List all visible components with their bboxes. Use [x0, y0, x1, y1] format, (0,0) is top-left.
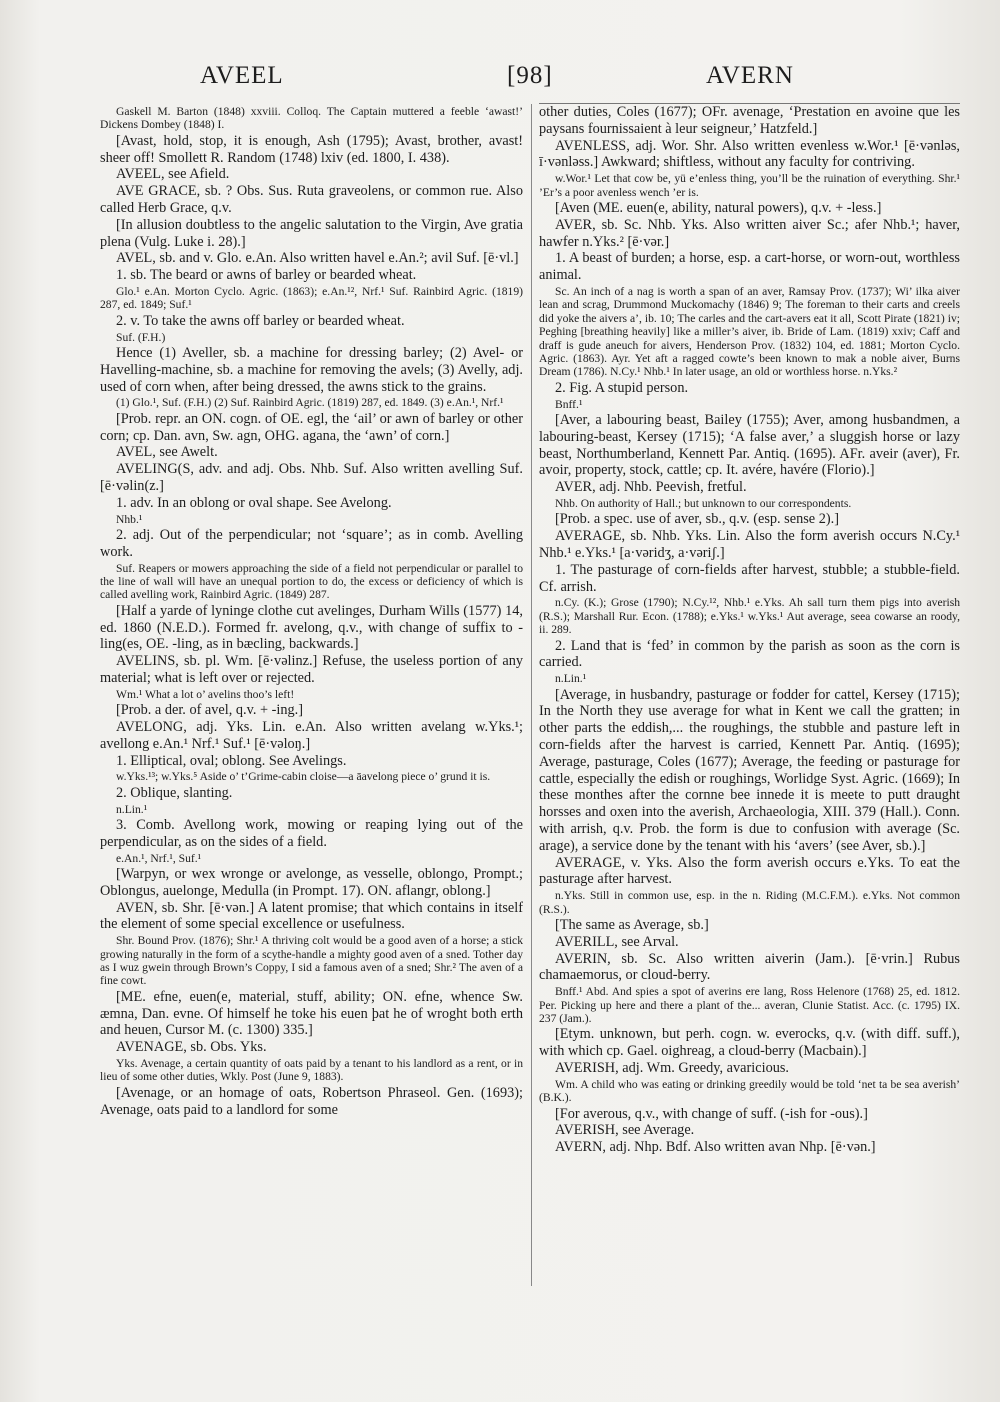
entry-paragraph: 2. adj. Out of the perpendicular; not ‘square’; as in comb. Avelling work.	[100, 526, 523, 560]
page-number: [98]	[507, 62, 553, 89]
citation-text: n.Lin.¹	[116, 802, 148, 816]
citation-text: (1) Glo.¹, Suf. (F.H.) (2) Suf. Rainbird Agric. (1819) 287, ed. 1849. (3) e.An.¹, Nrf.¹	[116, 396, 504, 410]
citation-text: Nhb. On authority of Hall.; but unknown to our correspondents.	[555, 497, 852, 511]
entry-paragraph: AVERN, adj. Nhp. Bdf. Also written avan Nhp. [ē·vən.]	[555, 1139, 876, 1156]
entry-paragraph: AVERISH, see Average.	[555, 1122, 695, 1139]
citation-text: Bnff.¹	[555, 397, 583, 411]
entry-paragraph: AVEL, sb. and v. Glo. e.An. Also written havel e.An.²; avil Suf. [ē·vl.]	[116, 250, 519, 267]
citation-text: Suf. (F.H.)	[116, 330, 166, 344]
column-divider	[531, 104, 532, 1286]
entry-paragraph: 2. Land that is ‘fed’ in common by the parish as soon as the corn is carried.	[539, 637, 960, 671]
citation-text: n.Lin.¹	[555, 672, 587, 686]
entry-paragraph: AVENLESS, adj. Wor. Shr. Also written evenless w.Wor.¹ [ē·vənləs, ī·vənləss.] Awkward; shiftless, without any faculty for contriving.	[539, 137, 960, 171]
entry-paragraph: [Etym. unknown, but perh. cogn. w. everocks, q.v. (with diff. suff.), with which cp. Gael. oighreag, a cloud-berry (Macbain).]	[539, 1026, 960, 1060]
entry-paragraph: AVE GRACE, sb. ? Obs. Sus. Ruta graveolens, or common rue. Also called Herb Grace, q.v.	[100, 183, 523, 216]
entry-paragraph: 1. The pasturage of corn-fields after harvest, stubble; a stubble-field. Cf. arrish.	[539, 561, 960, 595]
citation-text: Wm. A child who was eating or drinking greedily would be told ‘net ta be sea averish’ (B.K.).	[539, 1077, 960, 1105]
citation-text: Sc. An inch of a nag is worth a span of an aver, Ramsay Prov. (1737); Wi’ ilka aiver lean and scrag, Drummond Muckomachy (1846) 9; The foreman to their carts and creels did yoke the aivers a’, ib. 10; The carles and the cart-avers eat it all, Scott Pirate (1821) iv; Peghing [breathing heavily] like a miller’s aiver, ib. Bride of Lam. (1819) xxiv; Caff and draff is gude aneuch for aivers, Henderson Prov. (1832) 104, ed. 1881; Morton Cyclo. Agric. (1863). Ayr. Yet aft a ragged cowte’s been known to mak a noble aiver, Burns Dream (1786). N.Cy.¹ Nhb.¹ In later usage, an old or worthless horse. n.Yks.²	[539, 284, 960, 379]
entry-paragraph: AVEL, see Awelt.	[116, 444, 218, 461]
entry-paragraph: AVELINS, sb. pl. Wm. [ē·vəlinz.] Refuse, the useless portion of any material; what is left over or rejected.	[100, 653, 523, 686]
entry-paragraph: AVERIN, sb. Sc. Also written aiverin (Jam.). [ē·vrin.] Rubus chamaemorus, or cloud-berry.	[539, 950, 960, 984]
entry-paragraph: [Warpyn, or wex wronge or avelonge, as vesselle, oblongo, Prompt.; Oblongus, auelonge, Medulla (in Prompt. 17). ON. aflangr, oblong.]	[100, 865, 523, 899]
entry-paragraph: AVEN, sb. Shr. [ē·vən.] A latent promise; that which contains in itself the element of some special excellence or usefulness.	[100, 899, 523, 933]
entry-paragraph: AVELING(S, adv. and adj. Obs. Nhb. Suf. Also written avelling Suf. [ē·vəlin(z.]	[100, 461, 523, 494]
right-column	[539, 104, 960, 1300]
entry-paragraph: AVERISH, adj. Wm. Greedy, avaricious.	[555, 1060, 789, 1076]
entry-paragraph: 1. Elliptical, oval; oblong. See Avelings.	[116, 752, 347, 769]
entry-paragraph: [Avenage, or an homage of oats, Robertson Phraseol. Gen. (1693); Avenage, oats paid to a landlord for some	[100, 1084, 523, 1118]
citation-text: Yks. Avenage, a certain quantity of oats paid by a tenant to his landlord as a rent, or in lieu of some other duties, Wkly. Post (June 9, 1883).	[100, 1056, 523, 1084]
entry-paragraph: [In allusion doubtless to the angelic salutation to the Virgin, Ave gratia plena (Vulg. Luke i. 28).]	[100, 216, 523, 250]
entry-paragraph: [Avast, hold, stop, it is enough, Ash (1795); Avast, brother, avast! sheer off! Smollett R. Random (1748) lxiv (ed. 1800, I. 438).	[100, 132, 523, 166]
citation-text: e.An.¹, Nrf.¹, Suf.¹	[116, 851, 202, 865]
entry-paragraph: [Aven (ME. euen(e, ability, natural powers), q.v. + -less.]	[555, 200, 882, 216]
entry-paragraph: [Prob. repr. an ON. cogn. of OE. egl, the ‘ail’ or awn of barley or other corn; cp. Dan. avn, Sw. agn, OHG. agana, the ‘awn’ of corn.]	[100, 410, 523, 444]
citation-text: w.Yks.¹³; w.Yks.⁵ Aside o’ t’Grime-cabin cloise—a āavelong piece o’ grund it is.	[116, 770, 491, 784]
entry-paragraph: AVEEL, see Afield.	[116, 166, 230, 183]
entry-paragraph: 1. sb. The beard or awns of barley or bearded wheat.	[116, 267, 417, 284]
entry-paragraph: [Aver, a labouring beast, Bailey (1755); Aver, among husbandmen, a labouring-beast, Kersey (1715); ‘A false aver,’ a sluggish horse or lazy beast, Northumberland, Kennett Par. Antiq. (1695). AFr. aveir (aver), Fr. avoir, property, stock, cattle; cp. It. avére, havére (Florio).]	[539, 412, 960, 479]
citation-text: Bnff.¹ Abd. And spies a spot of averins ere lang, Ross Helenore (1768) 25, ed. 1812. Per. Picking up here and there a plant of the... averan, Clunie Statist. Acc. (c. 1795) IX. 237 (Jam.).	[539, 985, 960, 1025]
entry-paragraph: AVER, sb. Sc. Nhb. Yks. Also written aiver Sc.; afer Nhb.¹; haver, hawfer n.Yks.² [ē·vər.]	[539, 216, 960, 250]
entry-paragraph: [Prob. a spec. use of aver, sb., q.v. (esp. sense 2).]	[555, 511, 839, 528]
entry-paragraph: 1. A beast of burden; a horse, esp. a cart-horse, or worn-out, worthless animal.	[539, 250, 960, 284]
citation-text: Glo.¹ e.An. Morton Cyclo. Agric. (1863); e.An.¹², Nrf.¹ Suf. Rainbird Agric. (1819) 287, ed. 1849; Suf.¹	[100, 284, 523, 312]
citation-text: n.Yks. Still in common use, esp. in the n. Riding (M.C.F.M.). e.Yks. Not common (R.S.).	[539, 889, 960, 916]
entry-paragraph: AVERILL, see Arval.	[555, 933, 679, 950]
citation-text: Gaskell M. Barton (1848) xxviii. Colloq. The Captain muttered a feeble ‘awast!’ Dickens Dombey (1848) I.	[100, 105, 523, 132]
left-guide-word: AVEEL	[200, 62, 284, 89]
citation-text: w.Wor.¹ Let that cow be, yü e’enless thing, you’ll be the ruination of everything. Shr.¹ ’Er’s a poor avenless wench ’er is.	[539, 172, 960, 199]
entry-paragraph: AVENAGE, sb. Obs. Yks.	[116, 1039, 267, 1056]
right-guide-word: AVERN	[706, 62, 794, 89]
citation-text: Shr. Bound Prov. (1876); Shr.¹ A thriving colt would be a good aven of a horse; a stick growing naturally in the form of a scythe-handle a mighty good aven of a sned. Tother day as I wuz gwein through Brown’s Coppy, I sid a famous aven of a sned; Shr.² The aven of a fine cowt.	[100, 934, 523, 988]
citation-text: n.Cy. (K.); Grose (1790); N.Cy.¹², Nhb.¹ e.Yks. Ah sall turn them pigs into averish (R.S.); Marshall Rur. Econ. (1788); e.Yks.¹ w.Yks.¹ Aut average, seea cowarse an roody, ii. 289.	[539, 596, 960, 637]
entry-paragraph: Hence (1) Aveller, sb. a machine for dressing barley; (2) Avel- or Havelling-machine, sb. a machine for removing the avels; (3) Avelly, adj. used of corn when, after being dressed, the awns stick to the grains.	[100, 345, 523, 395]
entry-paragraph: AVELONG, adj. Yks. Lin. e.An. Also written avelang w.Yks.¹; avellong e.An.¹ Nrf.¹ Suf.¹ [ē·vəloŋ.]	[100, 718, 523, 752]
entry-paragraph: [The same as Average, sb.]	[555, 917, 709, 933]
entry-paragraph: AVER, adj. Nhb. Peevish, fretful.	[555, 479, 747, 496]
entry-paragraph: [Prob. a der. of avel, q.v. + -ing.]	[116, 702, 303, 719]
entry-paragraph: 2. Oblique, slanting.	[116, 784, 233, 801]
entry-paragraph: [ME. efne, euen(e, material, stuff, ability; ON. efne, whence Sw. æmna, Dan. evne. Of himself he toke his euen þat he of wroght both erth and heuen, Cursor M. (c. 1300) 335.]	[100, 988, 523, 1039]
left-column	[100, 104, 523, 1300]
entry-paragraph: [For averous, q.v., with change of suff. (-ish for -ous).]	[555, 1105, 868, 1122]
entry-paragraph: 2. Fig. A stupid person.	[555, 379, 689, 396]
entry-paragraph: [Average, in husbandry, pasturage or fodder for cattel, Kersey (1715); In the North they use average for what in Kent we call the gratten; in other parts the eddish,... the roughings, the stubble and pasture left in corn-fields after the harvest is carried, Kennett Par. Antiq. (1695); Average, pasturage, Coles (1677); Average, the feeding or pasturage for cattle, especially the edish or roughings, Worlidge Syst. Agric. (1669); In these monthes after the cornne bee innede it is meete to putt draught horsses and oxen into the averish, Archaeologia, XIII. 379 (Hall.). Conn. with arrish, q.v. Prob. the form is due to confusion with average (Sc. arage), a service done by the tenant with his ‘avers’ (see Aver, sb.).]	[539, 686, 960, 854]
citation-text: Suf. Reapers or mowers approaching the side of a field not perpendicular or parallel to the line of wall will have an unequal portion to do, the excess or deficiency of which is called avelling work, Rainbird Agric. (1849) 287.	[100, 561, 523, 602]
citation-text: Wm.¹ What a lot o’ avelins thoo’s left!	[116, 687, 295, 701]
entry-paragraph: other duties, Coles (1677); OFr. avenage, ‘Prestation en avoine que les paysans fournissaient à leur seigneur,’ Hatzfeld.]	[539, 104, 960, 137]
entry-paragraph: 2. v. To take the awns off barley or bearded wheat.	[116, 312, 405, 329]
entry-paragraph: AVERAGE, sb. Nhb. Yks. Lin. Also the form averish occurs N.Cy.¹ Nhb.¹ e.Yks.¹ [a·vəridʒ, a·vəriʃ.]	[539, 528, 960, 562]
entry-paragraph: 1. adv. In an oblong or oval shape. See Avelong.	[116, 494, 392, 511]
entry-paragraph: [Half a yarde of lyninge clothe cut avelinges, Durham Wills (1577) 14, ed. 1860 (N.E.D.). Formed fr. avelong, q.v., with change of suffix to -ling(es, OE. -ling, as in bæcling, backwards.]	[100, 602, 523, 653]
citation-text: Nhb.¹	[116, 512, 143, 526]
entry-paragraph: 3. Comb. Avellong work, mowing or reaping lying out of the perpendicular, as on the sides of a field.	[100, 816, 523, 850]
entry-paragraph: AVERAGE, v. Yks. Also the form averish occurs e.Yks. To eat the pasturage after harvest.	[539, 854, 960, 888]
